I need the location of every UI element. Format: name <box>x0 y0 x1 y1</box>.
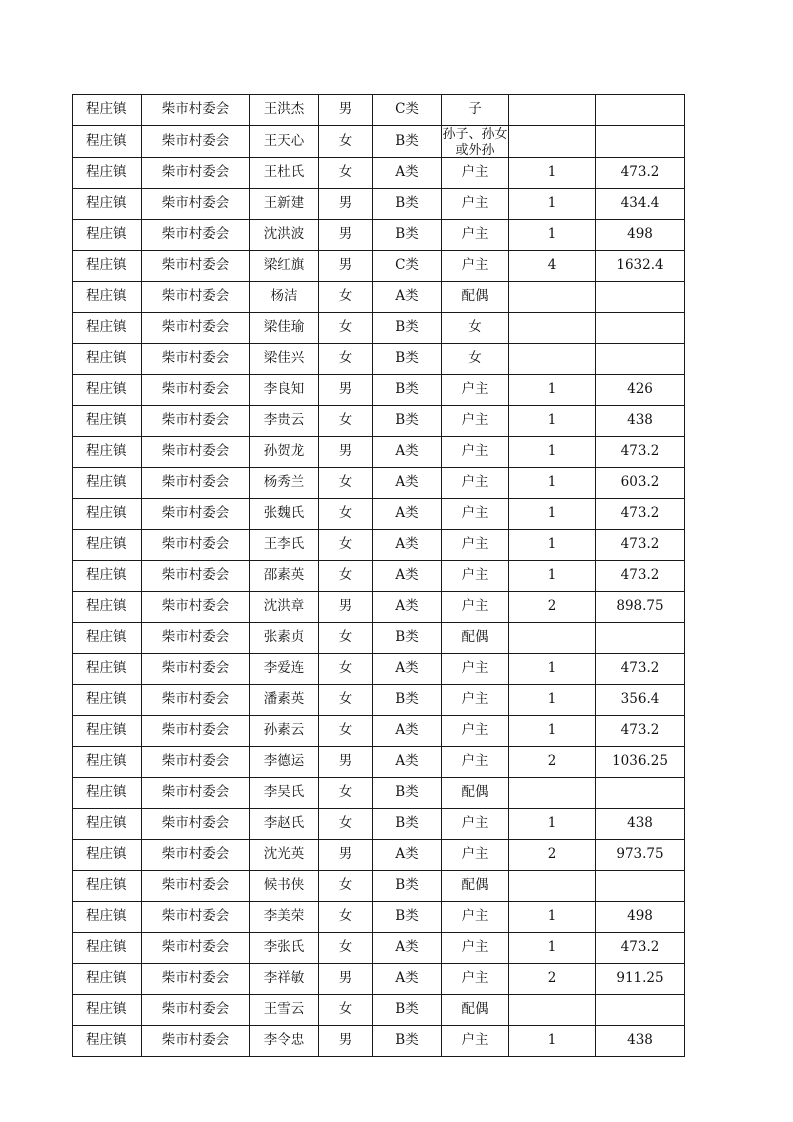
amount-cell <box>596 313 685 344</box>
relation-cell: 户主 <box>442 158 509 189</box>
relation-cell: 配偶 <box>442 995 509 1026</box>
table-row <box>73 871 685 902</box>
person-name-cell: 李良知 <box>250 375 319 406</box>
village-cell: 柴市村委会 <box>142 561 250 592</box>
household-count-cell <box>509 126 596 158</box>
relation-cell: 户主 <box>442 499 509 530</box>
table-row <box>73 840 685 871</box>
town-cell: 程庄镇 <box>73 468 142 499</box>
relation-cell: 户主 <box>442 716 509 747</box>
amount-cell <box>596 282 685 313</box>
village-cell: 柴市村委会 <box>142 778 250 809</box>
household-count-cell <box>509 282 596 313</box>
household-count-cell: 2 <box>509 592 596 623</box>
town-cell: 程庄镇 <box>73 995 142 1026</box>
relation-cell: 户主 <box>442 530 509 561</box>
gender-cell: 女 <box>319 313 373 344</box>
category-cell: A类 <box>373 158 442 189</box>
relation-cell: 户主 <box>442 685 509 716</box>
relation-cell <box>442 126 509 158</box>
category-cell: A类 <box>373 840 442 871</box>
gender-cell: 女 <box>319 716 373 747</box>
town-cell: 程庄镇 <box>73 902 142 933</box>
gender-cell: 女 <box>319 995 373 1026</box>
person-name-cell: 王天心 <box>250 126 319 158</box>
table-row <box>73 964 685 995</box>
table-row <box>73 592 685 623</box>
town-cell: 程庄镇 <box>73 530 142 561</box>
person-name-cell: 梁佳瑜 <box>250 313 319 344</box>
household-count-cell: 1 <box>509 158 596 189</box>
gender-cell: 女 <box>319 282 373 313</box>
category-cell: A类 <box>373 747 442 778</box>
amount-cell <box>596 623 685 654</box>
amount-cell: 473.2 <box>596 437 685 468</box>
amount-cell: 1632.4 <box>596 251 685 282</box>
town-cell: 程庄镇 <box>73 95 142 126</box>
gender-cell: 女 <box>319 685 373 716</box>
table-row <box>73 654 685 685</box>
relation-cell: 女 <box>442 344 509 375</box>
relation-cell: 女 <box>442 313 509 344</box>
relation-cell: 配偶 <box>442 778 509 809</box>
table-row <box>73 778 685 809</box>
gender-cell: 男 <box>319 1026 373 1057</box>
town-cell: 程庄镇 <box>73 313 142 344</box>
person-name-cell: 王雪云 <box>250 995 319 1026</box>
amount-cell: 473.2 <box>596 561 685 592</box>
category-cell: A类 <box>373 499 442 530</box>
person-name-cell: 张素贞 <box>250 623 319 654</box>
gender-cell: 男 <box>319 95 373 126</box>
household-count-cell: 1 <box>509 220 596 251</box>
town-cell: 程庄镇 <box>73 840 142 871</box>
table-row <box>73 158 685 189</box>
person-name-cell: 杨秀兰 <box>250 468 319 499</box>
household-count-cell: 1 <box>509 499 596 530</box>
category-cell: C类 <box>373 251 442 282</box>
person-name-cell: 沈洪章 <box>250 592 319 623</box>
person-name-cell: 王新建 <box>250 189 319 220</box>
category-cell: B类 <box>373 1026 442 1057</box>
category-cell: B类 <box>373 375 442 406</box>
amount-cell: 473.2 <box>596 654 685 685</box>
village-cell: 柴市村委会 <box>142 809 250 840</box>
relation-cell: 户主 <box>442 1026 509 1057</box>
town-cell: 程庄镇 <box>73 220 142 251</box>
relation-cell: 户主 <box>442 437 509 468</box>
gender-cell: 女 <box>319 561 373 592</box>
table-row <box>73 809 685 840</box>
gender-cell: 女 <box>319 654 373 685</box>
amount-cell: 603.2 <box>596 468 685 499</box>
town-cell: 程庄镇 <box>73 189 142 220</box>
amount-cell <box>596 778 685 809</box>
village-cell: 柴市村委会 <box>142 933 250 964</box>
table-row <box>73 530 685 561</box>
category-cell: B类 <box>373 685 442 716</box>
gender-cell: 男 <box>319 437 373 468</box>
gender-cell: 女 <box>319 126 373 158</box>
household-count-cell: 1 <box>509 437 596 468</box>
household-count-cell <box>509 623 596 654</box>
gender-cell: 男 <box>319 375 373 406</box>
category-cell: A类 <box>373 561 442 592</box>
town-cell: 程庄镇 <box>73 282 142 313</box>
person-name-cell: 李令忠 <box>250 1026 319 1057</box>
category-cell: B类 <box>373 871 442 902</box>
town-cell: 程庄镇 <box>73 437 142 468</box>
relation-cell: 户主 <box>442 840 509 871</box>
gender-cell: 女 <box>319 158 373 189</box>
relation-cell: 子 <box>442 95 509 126</box>
amount-cell: 498 <box>596 220 685 251</box>
gender-cell: 女 <box>319 902 373 933</box>
amount-cell <box>596 344 685 375</box>
gender-cell: 女 <box>319 344 373 375</box>
category-cell: A类 <box>373 933 442 964</box>
category-cell: B类 <box>373 344 442 375</box>
town-cell: 程庄镇 <box>73 747 142 778</box>
town-cell: 程庄镇 <box>73 716 142 747</box>
relation-cell: 户主 <box>442 933 509 964</box>
town-cell: 程庄镇 <box>73 933 142 964</box>
gender-cell: 男 <box>319 964 373 995</box>
category-cell: B类 <box>373 313 442 344</box>
town-cell: 程庄镇 <box>73 499 142 530</box>
amount-cell <box>596 95 685 126</box>
amount-cell: 473.2 <box>596 530 685 561</box>
village-cell: 柴市村委会 <box>142 499 250 530</box>
table-row <box>73 313 685 344</box>
category-cell: A类 <box>373 282 442 313</box>
village-cell: 柴市村委会 <box>142 95 250 126</box>
household-count-cell: 1 <box>509 933 596 964</box>
amount-cell: 973.75 <box>596 840 685 871</box>
category-cell: B类 <box>373 778 442 809</box>
village-cell: 柴市村委会 <box>142 126 250 158</box>
category-cell: B类 <box>373 809 442 840</box>
village-cell: 柴市村委会 <box>142 747 250 778</box>
gender-cell: 女 <box>319 809 373 840</box>
table-row <box>73 95 685 126</box>
category-cell: A类 <box>373 592 442 623</box>
person-name-cell: 李贵云 <box>250 406 319 437</box>
person-name-cell: 李美荣 <box>250 902 319 933</box>
category-cell: B类 <box>373 126 442 158</box>
village-cell: 柴市村委会 <box>142 437 250 468</box>
household-count-cell: 2 <box>509 840 596 871</box>
category-cell: B类 <box>373 902 442 933</box>
household-count-cell: 1 <box>509 530 596 561</box>
amount-cell: 438 <box>596 406 685 437</box>
table-row <box>73 561 685 592</box>
village-cell: 柴市村委会 <box>142 685 250 716</box>
category-cell: A类 <box>373 530 442 561</box>
amount-cell: 498 <box>596 902 685 933</box>
amount-cell: 911.25 <box>596 964 685 995</box>
person-name-cell: 沈光英 <box>250 840 319 871</box>
town-cell: 程庄镇 <box>73 592 142 623</box>
village-cell: 柴市村委会 <box>142 716 250 747</box>
gender-cell: 男 <box>319 840 373 871</box>
table-row <box>73 375 685 406</box>
relation-cell: 户主 <box>442 220 509 251</box>
table-row <box>73 716 685 747</box>
town-cell: 程庄镇 <box>73 623 142 654</box>
household-count-cell: 1 <box>509 406 596 437</box>
household-count-cell <box>509 871 596 902</box>
relation-cell: 配偶 <box>442 623 509 654</box>
person-name-cell: 王李氏 <box>250 530 319 561</box>
household-count-cell: 2 <box>509 747 596 778</box>
town-cell: 程庄镇 <box>73 809 142 840</box>
amount-cell: 473.2 <box>596 933 685 964</box>
village-cell: 柴市村委会 <box>142 375 250 406</box>
relation-cell: 配偶 <box>442 871 509 902</box>
person-name-cell: 李爱连 <box>250 654 319 685</box>
person-name-cell: 邵素英 <box>250 561 319 592</box>
table-row <box>73 437 685 468</box>
category-cell: B类 <box>373 406 442 437</box>
table-row <box>73 126 685 158</box>
relation-cell: 户主 <box>442 468 509 499</box>
household-count-cell: 1 <box>509 189 596 220</box>
person-name-cell: 王洪杰 <box>250 95 319 126</box>
amount-cell: 438 <box>596 809 685 840</box>
table-row <box>73 406 685 437</box>
amount-cell: 898.75 <box>596 592 685 623</box>
household-count-cell: 1 <box>509 685 596 716</box>
category-cell: A类 <box>373 437 442 468</box>
table-row <box>73 189 685 220</box>
household-count-cell <box>509 95 596 126</box>
household-count-cell <box>509 344 596 375</box>
table-row <box>73 902 685 933</box>
relation-cell: 户主 <box>442 375 509 406</box>
town-cell: 程庄镇 <box>73 251 142 282</box>
village-cell: 柴市村委会 <box>142 871 250 902</box>
category-cell: B类 <box>373 995 442 1026</box>
gender-cell: 女 <box>319 468 373 499</box>
person-name-cell: 梁佳兴 <box>250 344 319 375</box>
category-cell: A类 <box>373 468 442 499</box>
person-name-cell: 候书侠 <box>250 871 319 902</box>
town-cell: 程庄镇 <box>73 344 142 375</box>
town-cell: 程庄镇 <box>73 778 142 809</box>
gender-cell: 男 <box>319 220 373 251</box>
table-row <box>73 282 685 313</box>
village-cell: 柴市村委会 <box>142 840 250 871</box>
table-row <box>73 1026 685 1057</box>
village-cell: 柴市村委会 <box>142 313 250 344</box>
table-row <box>73 995 685 1026</box>
table-row <box>73 747 685 778</box>
village-cell: 柴市村委会 <box>142 344 250 375</box>
gender-cell: 女 <box>319 530 373 561</box>
amount-cell: 473.2 <box>596 158 685 189</box>
village-cell: 柴市村委会 <box>142 592 250 623</box>
household-count-cell: 1 <box>509 468 596 499</box>
amount-cell <box>596 995 685 1026</box>
table-body <box>73 95 685 1057</box>
town-cell: 程庄镇 <box>73 1026 142 1057</box>
category-cell: C类 <box>373 95 442 126</box>
person-name-cell: 孙素云 <box>250 716 319 747</box>
household-count-cell: 1 <box>509 902 596 933</box>
person-name-cell: 李德运 <box>250 747 319 778</box>
village-cell: 柴市村委会 <box>142 995 250 1026</box>
relation-cell: 配偶 <box>442 282 509 313</box>
gender-cell: 女 <box>319 871 373 902</box>
household-count-cell: 1 <box>509 1026 596 1057</box>
person-name-cell: 孙贺龙 <box>250 437 319 468</box>
household-count-cell: 1 <box>509 561 596 592</box>
town-cell: 程庄镇 <box>73 964 142 995</box>
town-cell: 程庄镇 <box>73 654 142 685</box>
amount-cell <box>596 126 685 158</box>
gender-cell: 男 <box>319 747 373 778</box>
beneficiary-table <box>72 94 685 1057</box>
category-cell: B类 <box>373 623 442 654</box>
village-cell: 柴市村委会 <box>142 220 250 251</box>
table-row <box>73 623 685 654</box>
amount-cell: 438 <box>596 1026 685 1057</box>
village-cell: 柴市村委会 <box>142 623 250 654</box>
town-cell: 程庄镇 <box>73 685 142 716</box>
village-cell: 柴市村委会 <box>142 189 250 220</box>
relation-cell: 户主 <box>442 251 509 282</box>
person-name-cell: 王杜氏 <box>250 158 319 189</box>
village-cell: 柴市村委会 <box>142 530 250 561</box>
village-cell: 柴市村委会 <box>142 282 250 313</box>
relation-cell: 户主 <box>442 592 509 623</box>
person-name-cell: 李吴氏 <box>250 778 319 809</box>
town-cell: 程庄镇 <box>73 871 142 902</box>
table-row <box>73 933 685 964</box>
household-count-cell: 1 <box>509 809 596 840</box>
amount-cell: 434.4 <box>596 189 685 220</box>
town-cell: 程庄镇 <box>73 158 142 189</box>
person-name-cell: 梁红旗 <box>250 251 319 282</box>
gender-cell: 女 <box>319 933 373 964</box>
amount-cell: 473.2 <box>596 499 685 530</box>
amount-cell: 1036.25 <box>596 747 685 778</box>
person-name-cell: 李祥敏 <box>250 964 319 995</box>
village-cell: 柴市村委会 <box>142 1026 250 1057</box>
relation-text: 孙子、孙女或外孙 <box>442 127 508 156</box>
amount-cell: 356.4 <box>596 685 685 716</box>
person-name-cell: 潘素英 <box>250 685 319 716</box>
village-cell: 柴市村委会 <box>142 468 250 499</box>
relation-cell: 户主 <box>442 902 509 933</box>
category-cell: B类 <box>373 189 442 220</box>
table-row <box>73 468 685 499</box>
gender-cell: 女 <box>319 406 373 437</box>
gender-cell: 男 <box>319 592 373 623</box>
village-cell: 柴市村委会 <box>142 406 250 437</box>
household-count-cell <box>509 995 596 1026</box>
category-cell: A类 <box>373 716 442 747</box>
table-row <box>73 499 685 530</box>
town-cell: 程庄镇 <box>73 406 142 437</box>
category-cell: B类 <box>373 220 442 251</box>
person-name-cell: 杨洁 <box>250 282 319 313</box>
town-cell: 程庄镇 <box>73 126 142 158</box>
person-name-cell: 沈洪波 <box>250 220 319 251</box>
village-cell: 柴市村委会 <box>142 902 250 933</box>
table-row <box>73 220 685 251</box>
person-name-cell: 李张氏 <box>250 933 319 964</box>
gender-cell: 女 <box>319 778 373 809</box>
household-count-cell: 1 <box>509 716 596 747</box>
household-count-cell: 1 <box>509 654 596 685</box>
household-count-cell: 2 <box>509 964 596 995</box>
household-count-cell: 4 <box>509 251 596 282</box>
relation-cell: 户主 <box>442 654 509 685</box>
gender-cell: 女 <box>319 499 373 530</box>
village-cell: 柴市村委会 <box>142 158 250 189</box>
relation-cell: 户主 <box>442 406 509 437</box>
person-name-cell: 李赵氏 <box>250 809 319 840</box>
table-row <box>73 685 685 716</box>
household-count-cell <box>509 313 596 344</box>
household-count-cell: 1 <box>509 375 596 406</box>
relation-cell: 户主 <box>442 747 509 778</box>
household-count-cell <box>509 778 596 809</box>
amount-cell: 426 <box>596 375 685 406</box>
table-row <box>73 344 685 375</box>
table-row <box>73 251 685 282</box>
gender-cell: 男 <box>319 189 373 220</box>
relation-cell: 户主 <box>442 964 509 995</box>
amount-cell <box>596 871 685 902</box>
gender-cell: 男 <box>319 251 373 282</box>
gender-cell: 女 <box>319 623 373 654</box>
town-cell: 程庄镇 <box>73 375 142 406</box>
relation-cell: 户主 <box>442 561 509 592</box>
village-cell: 柴市村委会 <box>142 251 250 282</box>
person-name-cell: 张魏氏 <box>250 499 319 530</box>
category-cell: A类 <box>373 964 442 995</box>
amount-cell: 473.2 <box>596 716 685 747</box>
town-cell: 程庄镇 <box>73 561 142 592</box>
village-cell: 柴市村委会 <box>142 964 250 995</box>
relation-cell: 户主 <box>442 809 509 840</box>
village-cell: 柴市村委会 <box>142 654 250 685</box>
relation-cell: 户主 <box>442 189 509 220</box>
category-cell: A类 <box>373 654 442 685</box>
